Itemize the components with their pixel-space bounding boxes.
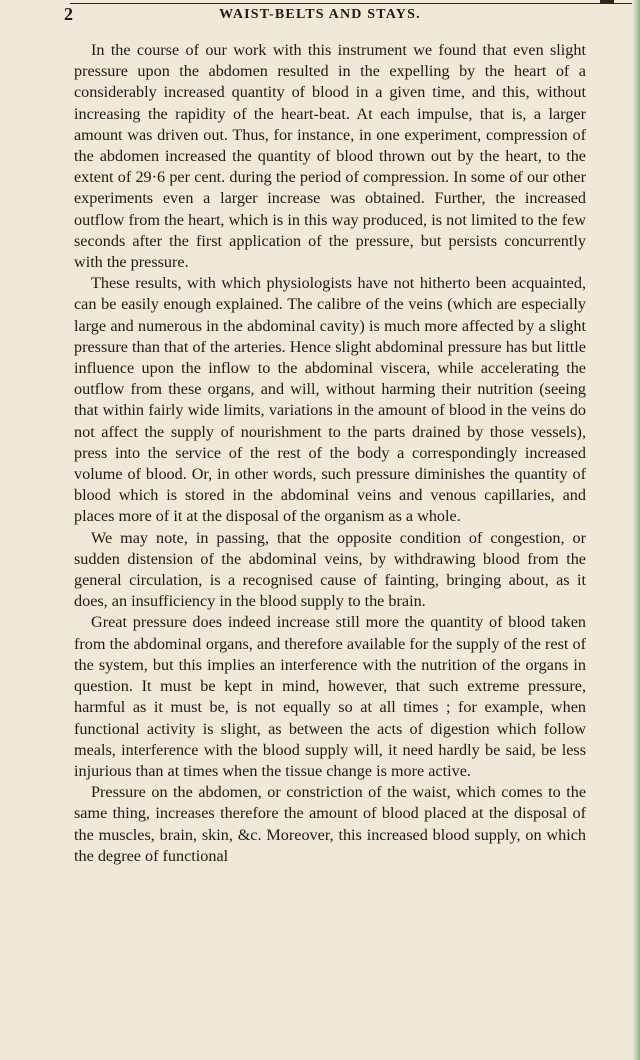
page-number: 2 xyxy=(64,4,74,24)
paragraph: We may note, in passing, that the opposite condition of congestion, or sudden distension of the abdominal veins, by withdrawing blood from the general circulation, is a recognised cause of fainting, bringing about, as it does, an insufficiency in the blood supply to the brain. xyxy=(74,528,586,611)
top-rule xyxy=(70,3,640,4)
paragraph: In the course of our work with this instrument we found that even slight pressure upon the abdomen resulted in the expelling by the heart of a considerably increased quantity of blood in a given time, and this, without increasing the rapidity of the heart-beat. At each impulse, that is, a larger amount was driven out. Thus, for instance, in one experiment, compression of the abdomen increased the quantity of blood thrown out by the heart, to the extent of 29·6 per cent. during the period of compression. In some of our other experiments even a larger increase was obtained. Further, the increased outflow from the heart, which is in this way produced, is not limited to the few seconds after the first application of the pressure, but persists concurrently with the pressure. xyxy=(74,41,586,272)
running-head: WAIST-BELTS AND STAYS. xyxy=(219,7,421,22)
edge-mark xyxy=(600,0,614,3)
paragraph: Great pressure does indeed increase still more the quantity of blood taken from the abdominal organs, and therefore available for the supply of the rest of the system, but this implies an interference with the nutrition of the organs in question. It must be kept in mind, however, that such extreme pressure, harmful as it must be, is not equally so at all times ; for example, when functional activity is slight, as between the acts of digestion which follow meals, interference with the blood supply will, it need hardly be said, be less injurious than at times when the tissue change is more active. xyxy=(74,613,586,780)
body-text xyxy=(74,40,586,867)
paragraph: These results, with which physiologists have not hitherto been acquainted, can be easily enough explained. The calibre of the veins (which are especially large and numerous in the abdominal cavity) is much more affected by a slight pressure than that of the arteries. Hence slight abdominal pressure has but little influence upon the inflow to the abdominal viscera, while accelerating the outflow from these organs, and will, without harming their nutrition (seeing that within fairly wide limits, variations in the amount of blood in the veins do not affect the supply of nourishment to the parts drained by those vessels), press into the service of the rest of the body a correspondingly increased volume of blood. Or, in other words, such pressure diminishes the quantity of blood which is stored in the abdominal veins and venous capillaries, and places more of it at the disposal of the organism as a whole. xyxy=(74,274,586,526)
paragraph: Pressure on the abdomen, or constriction of the waist, which comes to the same thing, increases therefore the amount of blood placed at the disposal of the muscles, brain, skin, &c. Moreover, this increased blood supply, on which the degree of functional xyxy=(74,783,586,865)
page-edge-gutter xyxy=(632,0,640,1060)
